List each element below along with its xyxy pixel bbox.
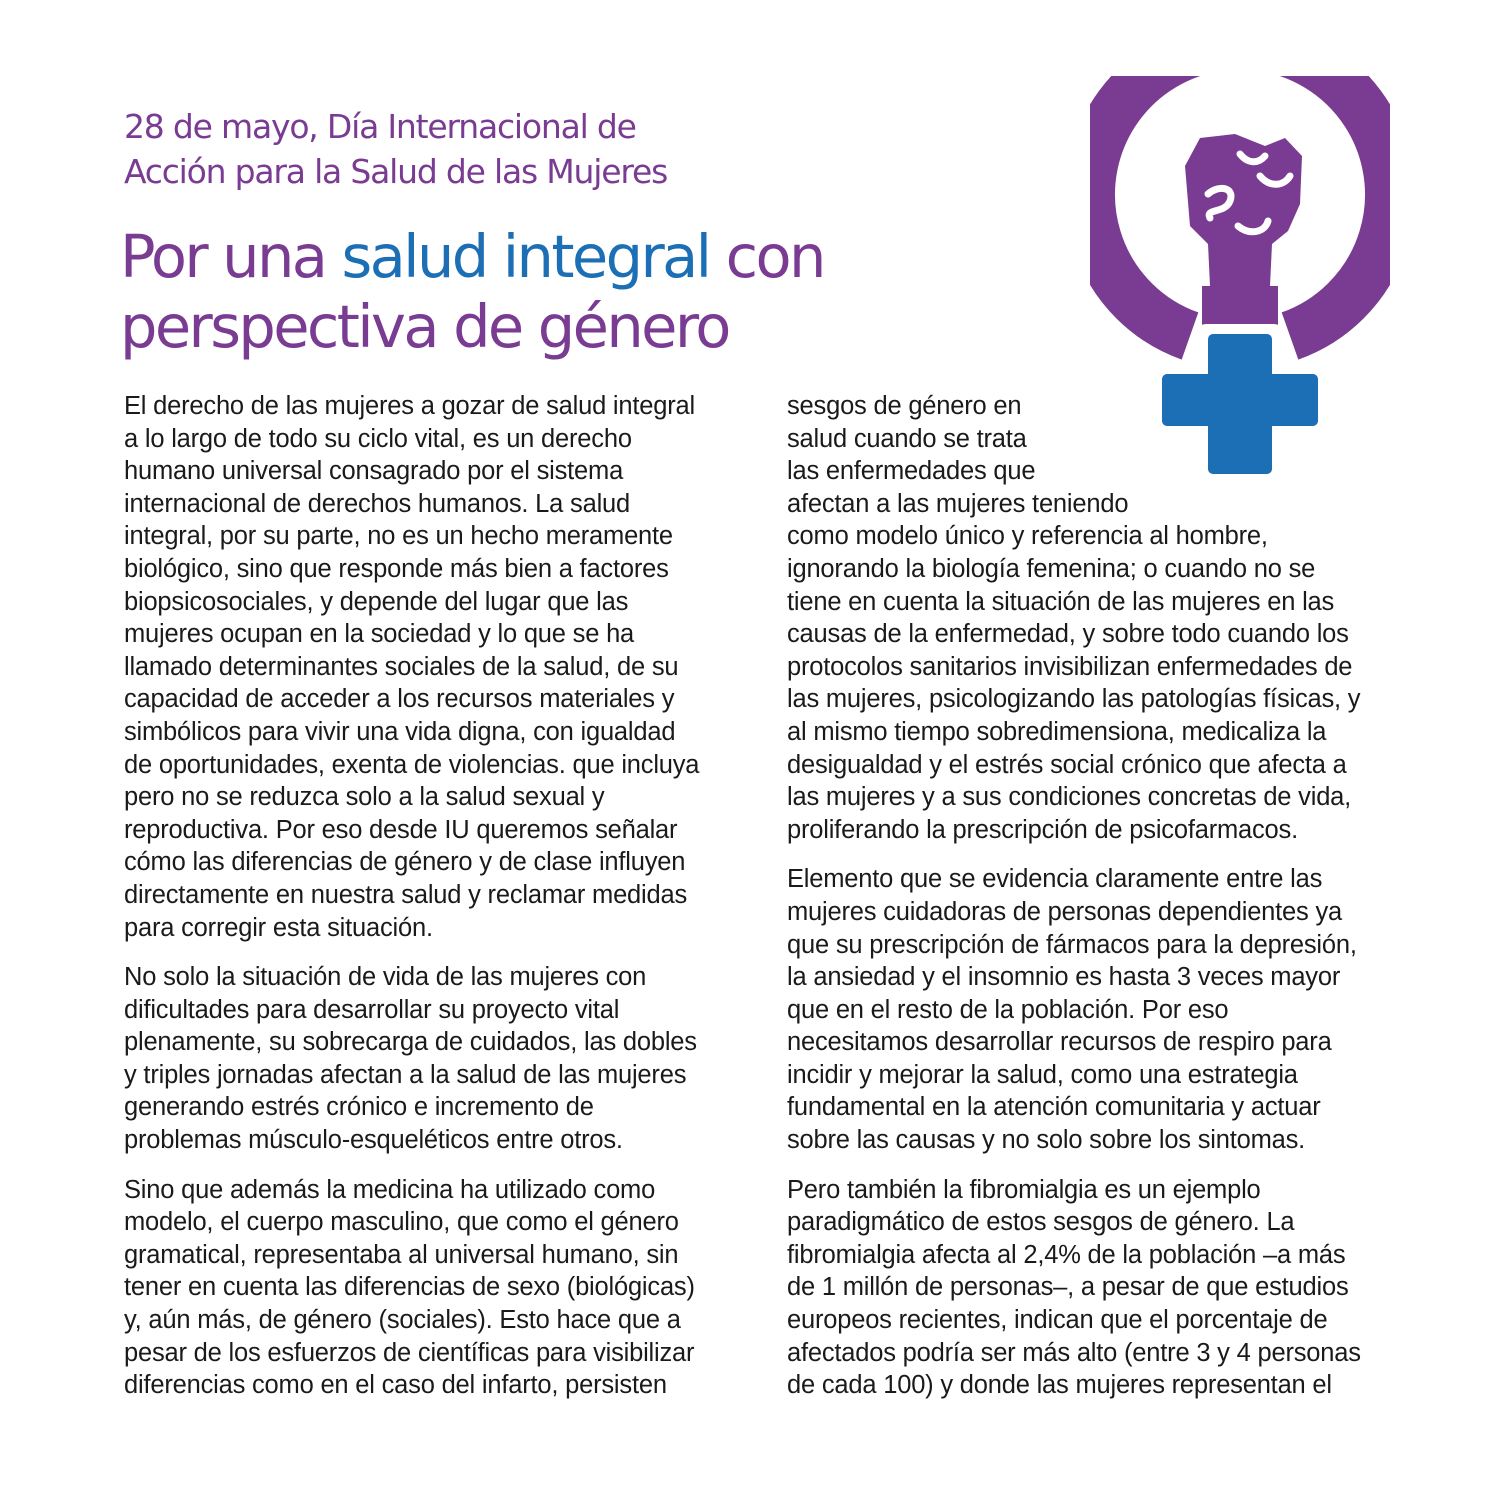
- text-line: y, aún más, de género (sociales). Esto hace que a: [124, 1306, 681, 1335]
- text-line: protocolos sanitarios invisibilizan enfermedades de: [787, 652, 1353, 681]
- text-line: diferencias como en el caso del infarto, persisten: [124, 1371, 667, 1400]
- text-line: plenamente, su sobrecarga de cuidados, las dobles: [124, 1028, 697, 1057]
- paragraph: [787, 863, 1387, 1156]
- text-line: a lo largo de todo su ciclo vital, es un derecho: [124, 424, 632, 453]
- text-line: cómo las diferencias de género y de clase influyen: [124, 848, 686, 877]
- text-line: mujeres ocupan en la sociedad y lo que se ha: [124, 620, 635, 649]
- date-kicker: [124, 104, 824, 194]
- paragraph: [124, 961, 724, 1157]
- text-line: las mujeres y a sus condiciones concretas de vida,: [787, 783, 1352, 812]
- text-line: la ansiedad y el insomnio es hasta 3 veces mayor: [787, 963, 1341, 992]
- paragraph: [787, 390, 1387, 846]
- text-line: Sino que además la medicina ha utilizado como: [124, 1175, 656, 1204]
- text-line: europeos recientes, indican que el porcentaje de: [787, 1306, 1328, 1335]
- text-line: fibromialgia afecta al 2,4% de la población –a más: [787, 1240, 1346, 1269]
- text-line: necesitamos desarrollar recursos de respiro para: [787, 1028, 1332, 1057]
- kicker-line-1: 28 de mayo, Día Internacional de: [124, 107, 636, 146]
- kicker-line-2: Acción para la Salud de las Mujeres: [124, 152, 668, 191]
- text-line: pero no se reduzca solo a la salud sexual y: [124, 783, 605, 812]
- text-line: Pero también la fibromialgia es un ejemplo: [787, 1175, 1261, 1204]
- text-line: integral, por su parte, no es un hecho meramente: [124, 522, 673, 551]
- text-line: reproductiva. Por eso desde IU queremos señalar: [124, 815, 678, 844]
- text-line: tiene en cuenta la situación de las mujeres en las: [787, 587, 1335, 616]
- text-line: proliferando la prescripción de psicofarmacos.: [787, 815, 1298, 844]
- text-line: incidir y mejorar la salud, como una estrategia: [787, 1060, 1298, 1089]
- paragraph: [787, 1174, 1387, 1402]
- text-line: El derecho de las mujeres a gozar de salud integral: [124, 392, 695, 420]
- text-line: afectados podría ser más alto (entre 3 y 4 personas: [787, 1338, 1361, 1367]
- text-line: las enfermedades que: [787, 457, 1036, 486]
- text-line: desigualdad y el estrés social crónico que afecta a: [787, 750, 1347, 779]
- page-title: [120, 222, 1020, 362]
- text-line: humano universal consagrado por el sistema: [124, 457, 624, 486]
- text-line: simbólicos para vivir una vida digna, con igualdad: [124, 717, 676, 746]
- text-line: biopsicosociales, y depende del lugar que las: [124, 587, 629, 616]
- text-line: para corregir esta situación.: [124, 913, 433, 942]
- title-line-2: perspectiva de género: [120, 292, 729, 361]
- text-line: mujeres cuidadoras de personas dependientes ya: [787, 897, 1343, 926]
- text-line: las mujeres, psicologizando las patologías físicas, y: [787, 685, 1361, 714]
- text-line: biológico, sino que responde más bien a factores: [124, 554, 669, 583]
- text-line: Elemento que se evidencia claramente entre las: [787, 865, 1323, 894]
- text-line: directamente en nuestra salud y reclamar medidas: [124, 880, 688, 909]
- text-line: causas de la enfermedad, y sobre todo cuando los: [787, 620, 1349, 649]
- text-line: que en el resto de la población. Por eso: [787, 995, 1229, 1024]
- text-line: dificultades para desarrollar su proyecto vital: [124, 995, 620, 1024]
- text-line: tener en cuenta las diferencias de sexo (biológicas): [124, 1273, 695, 1302]
- text-line: fundamental en la atención comunitaria y actuar: [787, 1093, 1321, 1122]
- text-line: y triples jornadas afectan a la salud de las mujeres: [124, 1060, 687, 1089]
- text-line: modelo, el cuerpo masculino, que como el género: [124, 1208, 679, 1237]
- text-line: que su prescripción de fármacos para la depresión,: [787, 930, 1357, 959]
- text-line: de cada 100) y donde las mujeres representan el: [787, 1371, 1332, 1400]
- text-line: de oportunidades, exenta de violencias. que incluya: [124, 750, 700, 779]
- paragraph: [124, 390, 724, 944]
- title-part-1: Por una: [120, 222, 342, 291]
- text-line: generando estrés crónico e incremento de: [124, 1093, 594, 1122]
- title-highlight: salud integral: [341, 222, 710, 291]
- text-line: paradigmático de estos sesgos de género. La: [787, 1208, 1295, 1237]
- text-line: capacidad de acceder a los recursos materiales y: [124, 685, 675, 714]
- text-line: llamado determinantes sociales de la salud, de su: [124, 652, 679, 681]
- right-column: [787, 390, 1387, 1419]
- text-line: afectan a las mujeres teniendo: [787, 489, 1129, 518]
- text-line: internacional de derechos humanos. La salud: [124, 489, 630, 518]
- text-line: ignorando la biología femenina; o cuando no se: [787, 554, 1316, 583]
- text-line: al mismo tiempo sobredimensiona, medicaliza la: [787, 717, 1327, 746]
- text-line: sesgos de género en: [787, 392, 1022, 420]
- fist-icon: [1185, 134, 1302, 330]
- text-line: problemas músculo-esqueléticos entre otros.: [124, 1126, 623, 1155]
- text-line: como modelo único y referencia al hombre,: [787, 522, 1268, 551]
- text-line: gramatical, representaba al universal humano, sin: [124, 1240, 679, 1269]
- title-part-2: con: [709, 222, 824, 291]
- paragraph: [124, 1174, 724, 1402]
- text-line: salud cuando se trata: [787, 424, 1027, 453]
- left-column: [124, 390, 724, 1419]
- title-line-1: [120, 222, 1020, 292]
- text-line: sobre las causas y no solo sobre los sintomas.: [787, 1126, 1306, 1155]
- text-line: No solo la situación de vida de las mujeres con: [124, 963, 647, 992]
- text-line: pesar de los esfuerzos de científicas para visibilizar: [124, 1338, 695, 1367]
- text-line: de 1 millón de personas–, a pesar de que estudios: [787, 1273, 1349, 1302]
